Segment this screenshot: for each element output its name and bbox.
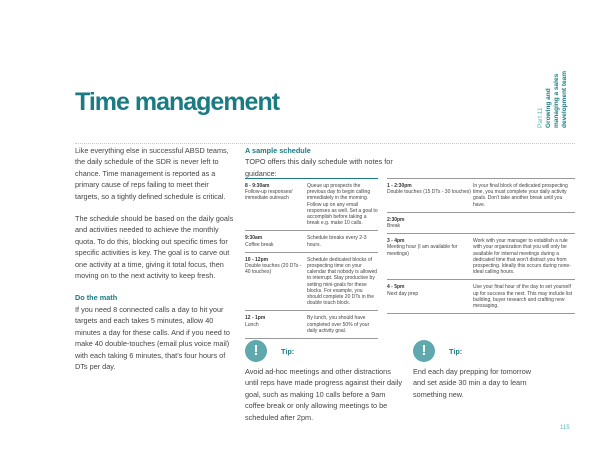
section-label bbox=[537, 18, 597, 128]
section-title-line: development team bbox=[561, 70, 568, 128]
table-row bbox=[387, 234, 575, 280]
row-activity: Coffee break bbox=[245, 241, 274, 248]
row-note: Schedule breaks every 2-3 hours. bbox=[307, 235, 367, 248]
intro-paragraph: Like everything else in successful ABSD teams, the daily schedule of the SDR is never left to chance. Time management is reported as a primary cause of reps failing to meet their targets, so a tightly defined schedule is critical. bbox=[75, 146, 229, 201]
tip-box bbox=[413, 340, 538, 400]
schedule-heading: A sample schedule bbox=[245, 146, 311, 155]
row-time: 4 - 5pm bbox=[387, 284, 405, 291]
tip-box bbox=[245, 340, 405, 423]
table-row bbox=[245, 311, 378, 339]
row-activity: Follow-up responses/ immediate outreach bbox=[245, 189, 293, 202]
row-activity: Double touches (15 DTs - 30 touches) bbox=[387, 189, 471, 196]
schedule-header bbox=[245, 145, 395, 179]
intro-paragraph: The schedule should be based on the daily goals and activities needed to achieve the monthly quota. To do this, blocking out specific times for specific activities is key. The goal is to carve out one activity at a time, giving it total focus, then moving on to the next activity to keep fresh. bbox=[75, 214, 234, 281]
row-time: 12 - 1pm bbox=[245, 315, 266, 322]
row-activity: Double touches (20 DTs - 40 touches) bbox=[245, 263, 302, 276]
table-row bbox=[387, 213, 575, 234]
row-activity: Next day prep bbox=[387, 290, 419, 297]
intro-column bbox=[75, 145, 235, 372]
schedule-table-right bbox=[387, 178, 575, 314]
exclamation-icon: ! bbox=[413, 340, 435, 362]
tip-text: End each day prepping for tomorrow and set aside 30 min a day to learn something new. bbox=[413, 367, 532, 399]
row-time: 2:30pm bbox=[387, 216, 405, 223]
row-time: 1 - 2:30pm bbox=[387, 183, 412, 189]
row-note: By lunch, you should have completed over 50% of your daily activity goal. bbox=[307, 315, 370, 334]
title-divider bbox=[75, 143, 575, 144]
row-note bbox=[473, 217, 575, 229]
table-row bbox=[387, 280, 575, 314]
section-title-line: managing a sales bbox=[553, 73, 560, 128]
table-row bbox=[245, 253, 378, 312]
row-activity: Break bbox=[387, 223, 401, 230]
row-activity: Meeting hour (I am available for meetings) bbox=[387, 244, 458, 257]
page-number: 115 bbox=[560, 425, 570, 431]
row-time: 10 - 12pm bbox=[245, 256, 269, 263]
row-time: 8 - 9:30am bbox=[245, 183, 270, 189]
row-time: 3 - 4pm bbox=[387, 238, 405, 245]
row-note: Schedule dedicated blocks of prospecting time on your calendar that nobody is allowed to interrupt. Stay productive by setting mini-goals for these blocks. For example, you should complete 20 DTs in the double touch block. bbox=[307, 256, 378, 307]
page-title: Time management bbox=[75, 88, 280, 116]
table-row bbox=[387, 179, 575, 213]
row-note: Work with your manager to establish a rule with your organization that you will only be available for internal meetings during a dedicated time that won't distract you from prospecting. Ideally this occurs during none-ideal calling hours. bbox=[473, 238, 571, 276]
row-note: In your final block of dedicated prospecting time, you must complete your daily activity goals. Don't take another break until you have. bbox=[473, 183, 568, 208]
tip-label: Tip: bbox=[449, 346, 463, 356]
exclamation-icon: ! bbox=[245, 340, 267, 362]
math-heading: Do the math bbox=[75, 293, 118, 303]
table-row bbox=[245, 179, 378, 231]
row-note: Use your final hour of the day to set yourself up for success the next. This may include list building, buyer research and crafting new messaging. bbox=[473, 284, 573, 310]
tip-text: Avoid ad-hoc meetings and other distractions until reps have made progress against their daily goal, such as making 10 calls before a 9am coffee break or only allowing meetings to be scheduled after 2pm. bbox=[245, 367, 402, 422]
math-text: If you need 8 connected calls a day to hit your targets and each takes 5 minutes, allow 40 minutes a day for these calls. And if you need to make 40 double-touches (email plus voice mail) with each taking 6 minutes, that's four hours of DTs per day. bbox=[75, 304, 230, 371]
schedule-intro: TOPO offers this daily schedule with notes for guidance: bbox=[245, 157, 393, 178]
row-activity: Lunch bbox=[245, 321, 259, 328]
part-number: Part 11 bbox=[537, 107, 544, 128]
row-time: 9:30am bbox=[245, 235, 263, 242]
row-note: Queue up prospects the previous day to begin calling immediately in the morning. Follow up on any email responses as well. Set a goal to accomplish before taking a break e.g. make 10 calls. bbox=[307, 183, 378, 227]
table-row bbox=[245, 231, 378, 252]
tip-label: Tip: bbox=[281, 346, 295, 356]
section-title-line: Growing and bbox=[545, 88, 552, 128]
schedule-table-left bbox=[245, 178, 378, 339]
